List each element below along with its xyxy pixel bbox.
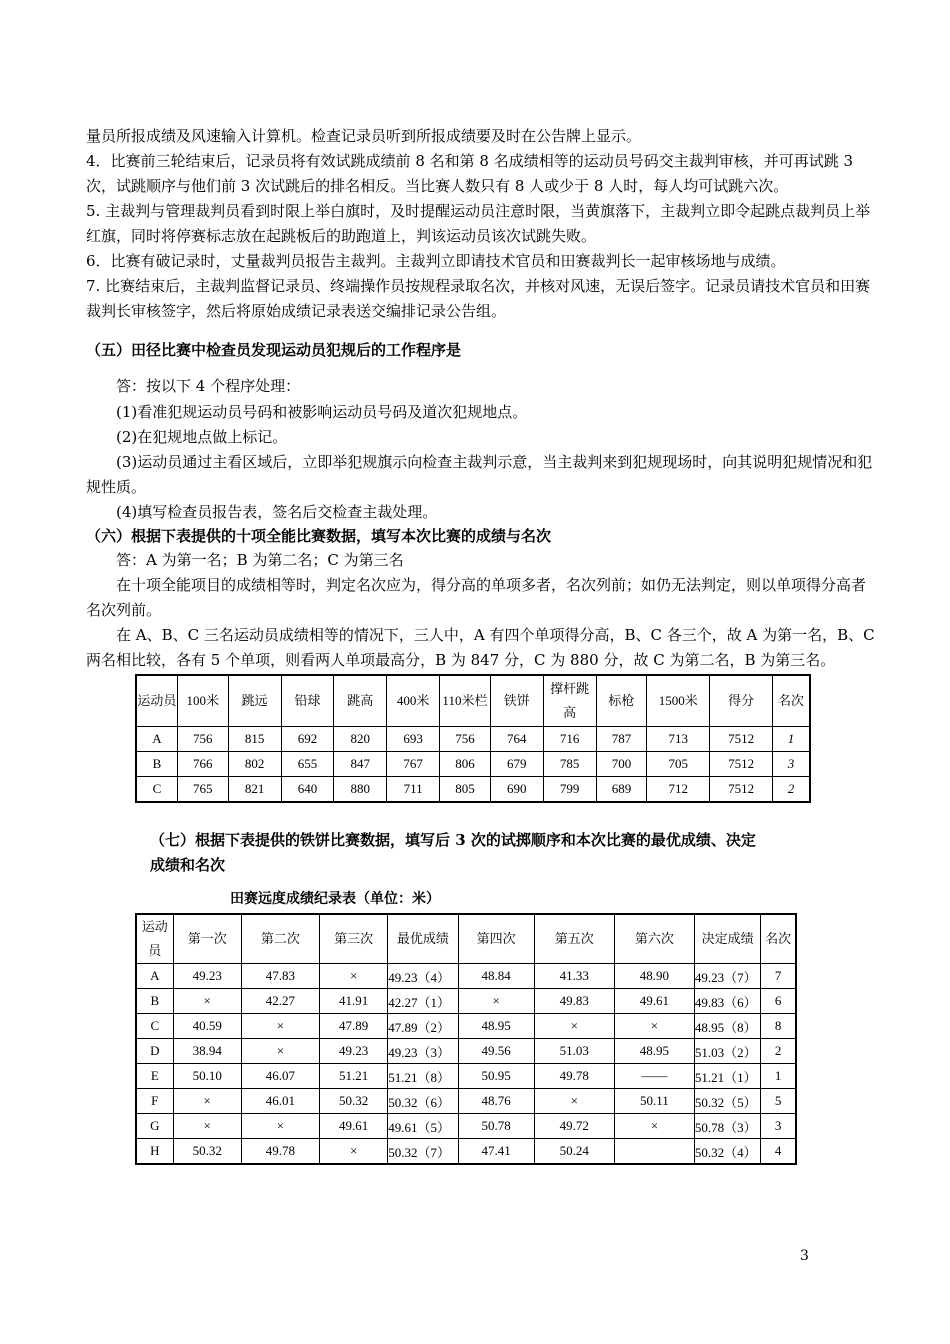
header-cell: 名次	[772, 675, 810, 727]
table-cell: G	[136, 1114, 173, 1139]
table-cell: 49.78	[534, 1064, 614, 1089]
table-cell: ×	[241, 1039, 319, 1064]
table-cell: 679	[490, 752, 543, 777]
table-cell: 50.10	[173, 1064, 241, 1089]
table-row	[136, 1139, 796, 1165]
table-cell: 51.21（8）	[388, 1064, 458, 1089]
table-cell: 7	[761, 964, 796, 989]
table-cell: 711	[387, 777, 440, 803]
table-cell: 799	[543, 777, 596, 803]
section-5-answer: 答：按以下 4 个程序处理：	[116, 377, 301, 395]
paragraph-item-4: 4．比赛前三轮结束后，记录员将有效试跳成绩前 8 名和第 8 名成绩相等的运动员号码交主裁判审核，并可再试跳 3 次，试跳顺序与他们前 3 次试跳后的排名相反。当比赛人数只有 8 人或少于 8 人时，每人均可试跳六次。	[86, 152, 854, 195]
table-row	[136, 1089, 796, 1114]
table-cell: 50.32（6）	[388, 1089, 458, 1114]
table-cell: 806	[440, 752, 491, 777]
table-row	[136, 1064, 796, 1089]
table-row	[136, 777, 810, 803]
table-cell: 6	[761, 989, 796, 1014]
table-cell: 47.89	[319, 1014, 387, 1039]
table-cell: 49.61	[614, 989, 694, 1014]
header-cell: 标枪	[596, 675, 647, 727]
header-cell: 最优成绩	[388, 914, 458, 964]
header-cell: 得分	[710, 675, 773, 727]
table-cell: 640	[281, 777, 334, 803]
table-cell: 49.23（4）	[388, 964, 458, 989]
table-cell: 41.91	[319, 989, 387, 1014]
table-cell: 700	[596, 752, 647, 777]
table-cell: 51.03（2）	[694, 1039, 760, 1064]
table-cell: A	[136, 964, 173, 989]
rank-cell: 2	[772, 777, 810, 803]
section-5-step-3: (3)运动员通过主看区域后，立即举犯规旗示向检查主裁判示意，当主裁判来到犯规现场时，向其说明犯规情况和犯规性质。	[86, 453, 873, 496]
table-cell: 3	[761, 1114, 796, 1139]
table-cell: 690	[490, 777, 543, 803]
table-row	[136, 1114, 796, 1139]
table-cell: ×	[173, 1089, 241, 1114]
table-cell: 40.59	[173, 1014, 241, 1039]
table-cell: D	[136, 1039, 173, 1064]
section-6-answer: 答：A 为第一名；B 为第二名；C 为第三名	[116, 551, 404, 569]
table-cell: 767	[387, 752, 440, 777]
table-cell: 766	[177, 752, 228, 777]
paragraph-item-6: 6．比赛有破记录时，丈量裁判员报告主裁判。主裁判立即请技术官员和田赛裁判长一起审核场地与成绩。	[86, 252, 786, 270]
section-6-explanation: 在 A、B、C 三名运动员成绩相等的情况下，三人中，A 有四个单项得分高，B、C 各三个，故 A 为第一名，B、C 两名相比较，各有 5 个单项，则看两人单项最高分，B 为 847 分，C 为 880 分，故 C 为第二名，B 为第三名。	[86, 626, 875, 669]
table-cell: 47.83	[241, 964, 319, 989]
paragraph-item-5: 5. 主裁判与管理裁判员看到时限上举白旗时，及时提醒运动员注意时限，当黄旗落下，主裁判立即令起跳点裁判员上举红旗，同时将停赛标志放在起跳板后的助跑道上，判该运动员该次试跳失败。	[86, 202, 871, 245]
header-cell: 跳高	[334, 675, 387, 727]
table-cell: 2	[761, 1039, 796, 1064]
table-cell: 51.03	[534, 1039, 614, 1064]
table-cell: 7512	[710, 752, 773, 777]
table-cell: 46.07	[241, 1064, 319, 1089]
table-cell: 51.21（1）	[694, 1064, 760, 1089]
table-cell: E	[136, 1064, 173, 1089]
table-cell: 48.95	[458, 1014, 534, 1039]
section-5-step-4: (4)填写检查员报告表，签名后交检查主裁处理。	[116, 503, 438, 521]
table-cell: 49.56	[458, 1039, 534, 1064]
table-cell: ×	[319, 1139, 387, 1165]
table-cell: 689	[596, 777, 647, 803]
table-cell: ×	[173, 1114, 241, 1139]
table-cell: 49.72	[534, 1114, 614, 1139]
table-cell: 48.84	[458, 964, 534, 989]
table-cell: 693	[387, 727, 440, 752]
table-cell: C	[136, 1014, 173, 1039]
table-cell: 50.78（3）	[694, 1114, 760, 1139]
table-cell: ×	[534, 1014, 614, 1039]
table-cell: 50.11	[614, 1089, 694, 1114]
header-cell: 第一次	[173, 914, 241, 964]
table-cell: 48.76	[458, 1089, 534, 1114]
table-cell: 50.78	[458, 1114, 534, 1139]
table-cell: 49.23（3）	[388, 1039, 458, 1064]
table-cell: H	[136, 1139, 173, 1165]
header-cell: 第六次	[614, 914, 694, 964]
table-header-row	[136, 675, 810, 727]
table-cell: 815	[228, 727, 281, 752]
table-cell: 764	[490, 727, 543, 752]
table-row	[136, 1014, 796, 1039]
table-cell: 805	[440, 777, 491, 803]
table-cell: 50.32（5）	[694, 1089, 760, 1114]
table-header-row	[136, 914, 796, 964]
table-cell: 49.83	[534, 989, 614, 1014]
section-6-heading: （六）根据下表提供的十项全能比赛数据，填写本次比赛的成绩与名次	[86, 527, 552, 545]
header-cell: 名次	[761, 914, 796, 964]
table-cell: ×	[241, 1014, 319, 1039]
table-cell: 821	[228, 777, 281, 803]
table-cell: F	[136, 1089, 173, 1114]
table-cell: 787	[596, 727, 647, 752]
table-cell: 49.23	[173, 964, 241, 989]
header-cell: 100米	[177, 675, 228, 727]
table-cell: 49.78	[241, 1139, 319, 1165]
table-cell: 7512	[710, 727, 773, 752]
header-cell: 1500米	[647, 675, 710, 727]
table-cell	[614, 1139, 694, 1165]
header-cell: 运动员	[136, 675, 177, 727]
table-cell: 820	[334, 727, 387, 752]
table-cell: 802	[228, 752, 281, 777]
table-cell: 42.27（1）	[388, 989, 458, 1014]
table-cell: 49.83（6）	[694, 989, 760, 1014]
discus-results-table	[135, 913, 797, 1165]
table-cell: ×	[319, 964, 387, 989]
header-cell: 第五次	[534, 914, 614, 964]
header-cell: 铅球	[281, 675, 334, 727]
table-cell: 51.21	[319, 1064, 387, 1089]
section-6-rule: 在十项全能项目的成绩相等时，判定名次应为，得分高的单项多者，名次列前；如仍无法判定，则以单项得分高者名次列前。	[86, 576, 867, 619]
table-cell: ×	[534, 1089, 614, 1114]
table-cell: 49.23（7）	[694, 964, 760, 989]
table-cell: 50.32	[319, 1089, 387, 1114]
header-cell: 第四次	[458, 914, 534, 964]
table-cell: 50.32（7）	[388, 1139, 458, 1165]
table-cell: ——	[614, 1064, 694, 1089]
table-cell: 785	[543, 752, 596, 777]
table-cell: 47.89（2）	[388, 1014, 458, 1039]
paragraph-continuation: 量员所报成绩及风速输入计算机。检查记录员听到所报成绩要及时在公告牌上显示。	[86, 127, 642, 145]
table-cell: 880	[334, 777, 387, 803]
table-cell: 42.27	[241, 989, 319, 1014]
table-cell: ×	[173, 989, 241, 1014]
table-cell: 713	[647, 727, 710, 752]
section-7-heading-cont: 成绩和名次	[150, 856, 226, 874]
table-caption: 田赛远度成绩纪录表（单位：米）	[230, 891, 440, 907]
table-cell: 49.61	[319, 1114, 387, 1139]
table-cell: 712	[647, 777, 710, 803]
table-cell: 49.61（5）	[388, 1114, 458, 1139]
table-cell: 50.32	[173, 1139, 241, 1165]
header-cell: 第二次	[241, 914, 319, 964]
table-cell: 50.24	[534, 1139, 614, 1165]
table-cell: 756	[440, 727, 491, 752]
header-cell: 110米栏	[440, 675, 491, 727]
table-cell: 692	[281, 727, 334, 752]
table-cell: ×	[614, 1014, 694, 1039]
table-cell: 50.32（4）	[694, 1139, 760, 1165]
table-cell: 38.94	[173, 1039, 241, 1064]
table-cell: 847	[334, 752, 387, 777]
header-cell: 撑杆跳高	[543, 675, 596, 727]
header-cell: 决定成绩	[694, 914, 760, 964]
table-cell: 8	[761, 1014, 796, 1039]
table-cell: 1	[761, 1064, 796, 1089]
header-cell: 第三次	[319, 914, 387, 964]
table-cell: ×	[241, 1114, 319, 1139]
page-number: 3	[800, 1248, 809, 1264]
table-cell: 716	[543, 727, 596, 752]
table-cell: 655	[281, 752, 334, 777]
header-cell: 运动员	[136, 914, 173, 964]
table-row	[136, 989, 796, 1014]
table-cell: ×	[614, 1114, 694, 1139]
table-cell: 50.95	[458, 1064, 534, 1089]
table-row	[136, 1039, 796, 1064]
paragraph-item-7: 7. 比赛结束后，主裁判监督记录员、终端操作员按规程录取名次，并核对风速，无误后签字。记录员请技术官员和田赛裁判长审核签字，然后将原始成绩记录表送交编排记录公告组。	[86, 277, 871, 320]
table-cell: 705	[647, 752, 710, 777]
section-5-step-1: (1)看准犯规运动员号码和被影响运动员号码及道次犯规地点。	[116, 403, 528, 421]
table-cell: 48.90	[614, 964, 694, 989]
table-cell: 47.41	[458, 1139, 534, 1165]
decathlon-table	[135, 674, 811, 803]
table-cell: 46.01	[241, 1089, 319, 1114]
table-cell: 765	[177, 777, 228, 803]
table-cell: B	[136, 989, 173, 1014]
table-row	[136, 727, 810, 752]
table-cell: 49.23	[319, 1039, 387, 1064]
table-cell: ×	[458, 989, 534, 1014]
table-cell: 7512	[710, 777, 773, 803]
table-cell: B	[136, 752, 177, 777]
rank-cell: 3	[772, 752, 810, 777]
table-row	[136, 964, 796, 989]
table-cell: 756	[177, 727, 228, 752]
table-cell: 41.33	[534, 964, 614, 989]
section-5-step-2: (2)在犯规地点做上标记。	[116, 428, 288, 446]
section-5-heading: （五）田径比赛中检查员发现运动员犯规后的工作程序是	[86, 341, 462, 359]
header-cell: 跳远	[228, 675, 281, 727]
header-cell: 400米	[387, 675, 440, 727]
table-cell: 48.95（8）	[694, 1014, 760, 1039]
rank-cell: 1	[772, 727, 810, 752]
table-cell: A	[136, 727, 177, 752]
table-cell: 5	[761, 1089, 796, 1114]
header-cell: 铁饼	[490, 675, 543, 727]
table-cell: C	[136, 777, 177, 803]
table-row	[136, 752, 810, 777]
table-cell: 48.95	[614, 1039, 694, 1064]
table-cell: 4	[761, 1139, 796, 1165]
section-7-heading: （七）根据下表提供的铁饼比赛数据，填写后 3 次的试掷顺序和本次比赛的最优成绩、决定	[150, 831, 756, 849]
